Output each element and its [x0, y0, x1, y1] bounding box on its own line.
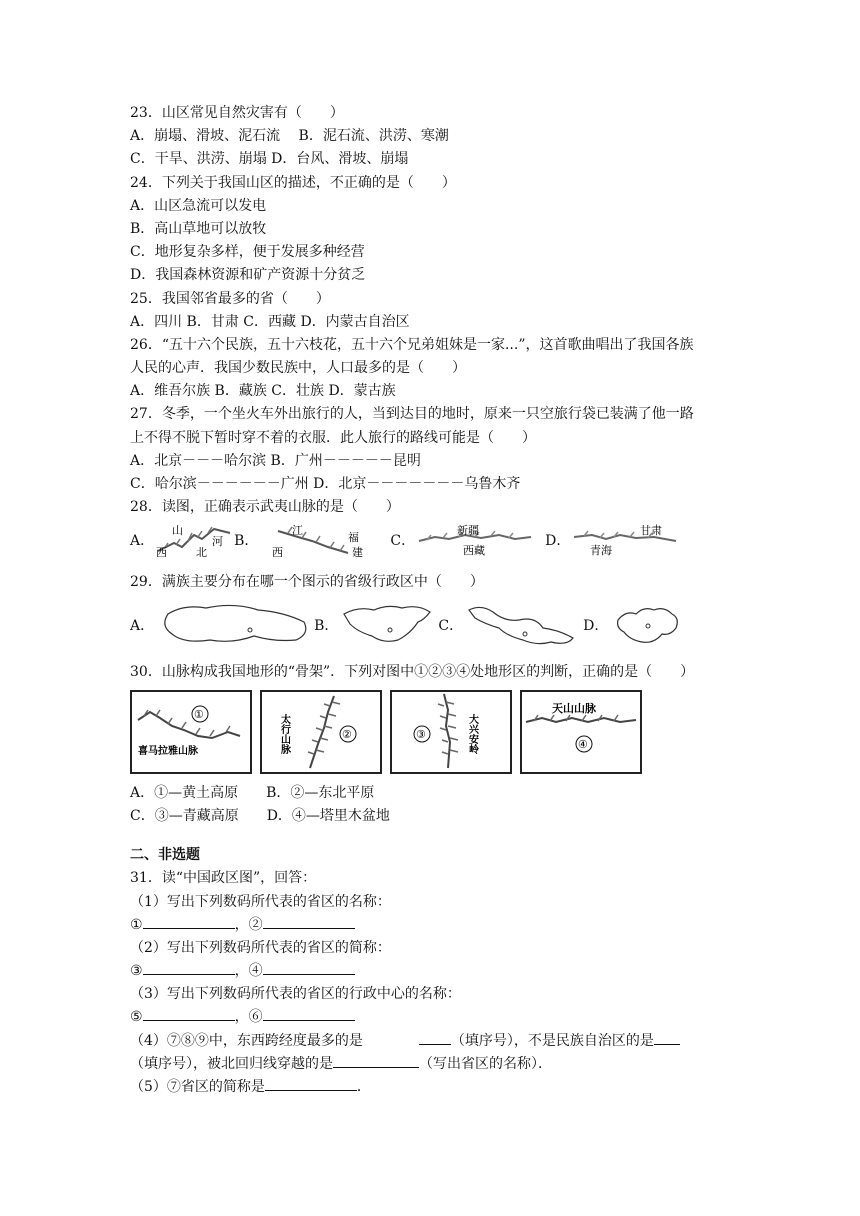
q30-box-1-name: 喜马拉雅山脉	[138, 745, 198, 757]
answer-blank-3[interactable]	[143, 960, 235, 975]
q31-part-4-line-1	[130, 1030, 740, 1053]
q31-part-4-d: （写出省区的名称）．	[419, 1055, 552, 1072]
answer-blank-9[interactable]	[333, 1053, 419, 1068]
q28-a-text-4: 北	[196, 546, 208, 558]
q25-options: A．四川 B．甘肃 C．西藏 D．内蒙古自治区	[130, 313, 410, 330]
answer-blank-5[interactable]	[143, 1006, 235, 1021]
q28-b-text-3: 西	[272, 546, 284, 558]
answer-blank-8[interactable]	[654, 1030, 680, 1045]
q31-part-4-line-2	[130, 1053, 740, 1076]
q30-box-4	[520, 690, 642, 774]
q30-box-1	[130, 690, 252, 774]
q30-box-2-name: 太行山脉	[278, 713, 290, 754]
q31-blanks-2	[130, 960, 740, 983]
q28-c-text-1: 新疆	[457, 524, 480, 538]
q27-stem-2: 上不得不脱下暂时穿不着的衣服．此人旅行的路线可能是（ ）	[130, 429, 536, 446]
q30-box-4-name: 天山山脉	[552, 701, 596, 715]
q26-stem-2: 人民的心声．我国少数民族中，人口最多的是（ ）	[130, 360, 466, 377]
q28-option-d-label: D．	[545, 533, 571, 550]
q30-box-3-num: ③	[416, 727, 426, 741]
q29-map-a	[154, 600, 314, 650]
q31-num-5: ⑤	[130, 1009, 143, 1026]
q29-map-c	[463, 600, 583, 650]
q29-figures	[130, 595, 740, 655]
q28-a-text-1: 山	[172, 524, 184, 538]
answer-blank-10[interactable]	[265, 1076, 357, 1091]
q24-option-a: A．山区急流可以发电	[130, 197, 267, 214]
q28-d-text-2: 青海	[590, 544, 613, 558]
q30-figures	[130, 690, 740, 774]
q29-map-b	[338, 600, 438, 650]
q28-stem: 28．读图，正确表示武夷山脉的是（ ）	[130, 499, 400, 516]
q31-blanks-1	[130, 914, 740, 937]
q30-box-2-num: ②	[342, 727, 352, 741]
q30-box-1-num: ①	[194, 707, 204, 721]
q29-map-d	[608, 600, 688, 650]
q29-option-c-label: C．	[438, 617, 464, 634]
answer-blank-6[interactable]	[263, 1006, 355, 1021]
q28-b-text-4: 建	[352, 546, 364, 558]
answer-blank-2[interactable]	[263, 914, 355, 929]
q30-options-2: C．③—青藏高原 D．④—塔里木盆地	[130, 807, 390, 824]
q28-figures	[130, 519, 740, 561]
q31-comma: ，	[234, 1009, 249, 1026]
answer-blank-4[interactable]	[263, 960, 355, 975]
q30-stem: 30．山脉构成我国地形的“骨架”．下列对图中①②③④处地形区的判断，正确的是（ ）	[130, 663, 695, 680]
q28-c-text-2: 西藏	[463, 544, 486, 558]
q26-options: A．维吾尔族 B．藏族 C．壮族 D．蒙古族	[130, 383, 396, 400]
q31-part-1: （1）写出下列数码所代表的省区的名称：	[130, 893, 391, 910]
q28-option-a-label: A．	[130, 533, 155, 550]
q28-figure-d	[570, 523, 680, 557]
q23-options-2: C．干旱、洪涝、崩塌 D．台风、滑坡、崩塌	[130, 151, 409, 168]
q28-a-text-3: 西	[156, 546, 168, 558]
q24-stem: 24．下列关于我国山区的描述，不正确的是（ ）	[130, 174, 456, 191]
section-title: 二、非选题	[130, 847, 200, 864]
q31-part-5	[130, 1076, 740, 1099]
q30-options-1: A．①—黄土高原 B．②—东北平原	[130, 784, 375, 801]
q28-figure-a	[154, 523, 234, 557]
q24-option-d: D．我国森林资源和矿产资源十分贫乏	[130, 267, 366, 284]
q31-comma: ，	[234, 963, 249, 980]
q31-part-4-c: （填序号），被北回归线穿越的是	[130, 1055, 333, 1072]
q30-box-4-num: ④	[578, 737, 588, 751]
q27-options-2: C．哈尔滨－－－－－－广州 D．北京－－－－－－－乌鲁木齐	[130, 476, 521, 492]
q31-stem: 31．读“中国政区图”，回答：	[130, 870, 317, 887]
q30-box-2	[260, 690, 382, 774]
q31-num-3: ③	[130, 963, 143, 980]
q30-box-3	[390, 690, 512, 774]
q28-figure-c	[415, 523, 535, 557]
q28-figure-b	[258, 523, 368, 557]
q31-comma: ，	[234, 916, 249, 933]
q27-stem-1: 27．冬季，一个坐火车外出旅行的人，当到达目的地时，原来一只空旅行袋已装满了他一路	[130, 406, 694, 423]
q28-option-b-label: B．	[234, 533, 259, 550]
answer-blank-7[interactable]	[419, 1030, 451, 1045]
q31-num-2: ②	[248, 916, 263, 933]
q31-part-5-a: （5）⑦省区的简称是	[130, 1079, 265, 1095]
worksheet	[130, 102, 740, 1099]
q31-num-1: ①	[130, 916, 143, 933]
q31-num-4: ④	[248, 963, 263, 980]
q26-stem-1: 26．“五十六个民族，五十六枝花，五十六个兄弟姐妹是一家...”，这首歌曲唱出了我国各族	[130, 336, 694, 353]
q28-b-text-1: 江	[292, 524, 304, 538]
q24-option-c: C．地形复杂多样，便于发展多种经营	[130, 244, 365, 261]
q25-stem: 25．我国邻省最多的省（ ）	[130, 290, 330, 307]
answer-blank-1[interactable]	[143, 914, 235, 929]
q23-stem: 23．山区常见自然灾害有（ ）	[130, 105, 344, 121]
q31-part-4-a: （4）⑦⑧⑨中，东西跨经度最多的是	[130, 1032, 363, 1049]
q31-part-5-b: ．	[356, 1079, 371, 1095]
q29-option-b-label: B．	[314, 617, 339, 634]
q31-part-3: （3）写出下列数码所代表的省区的行政中心的名称：	[130, 986, 461, 1003]
q28-b-text-2: 福	[348, 531, 360, 545]
q31-part-2: （2）写出下列数码所代表的省区的简称：	[130, 939, 391, 956]
q31-num-6: ⑥	[248, 1009, 263, 1026]
q31-blanks-3	[130, 1006, 740, 1029]
q29-option-a-label: A．	[130, 617, 155, 634]
q29-stem: 29．满族主要分布在哪一个图示的省级行政区中（ ）	[130, 574, 484, 591]
q23-options-1: A．崩塌、滑坡、泥石流 B．泥石流、洪涝、寒潮	[130, 128, 449, 145]
q24-option-b: B．高山草地可以放牧	[130, 220, 267, 237]
q30-box-3-name: 大兴安岭	[466, 713, 478, 754]
q29-option-d-label: D．	[583, 617, 609, 634]
q28-d-text-1: 甘肃	[640, 524, 663, 538]
q28-option-c-label: C．	[390, 533, 416, 550]
q31-part-4-b: （填序号），不是民族自治区的是	[450, 1032, 654, 1049]
q28-a-text-2: 河	[212, 535, 224, 549]
q27-options-1: A．北京－－－哈尔滨 B．广州－－－－－昆明	[130, 452, 421, 469]
